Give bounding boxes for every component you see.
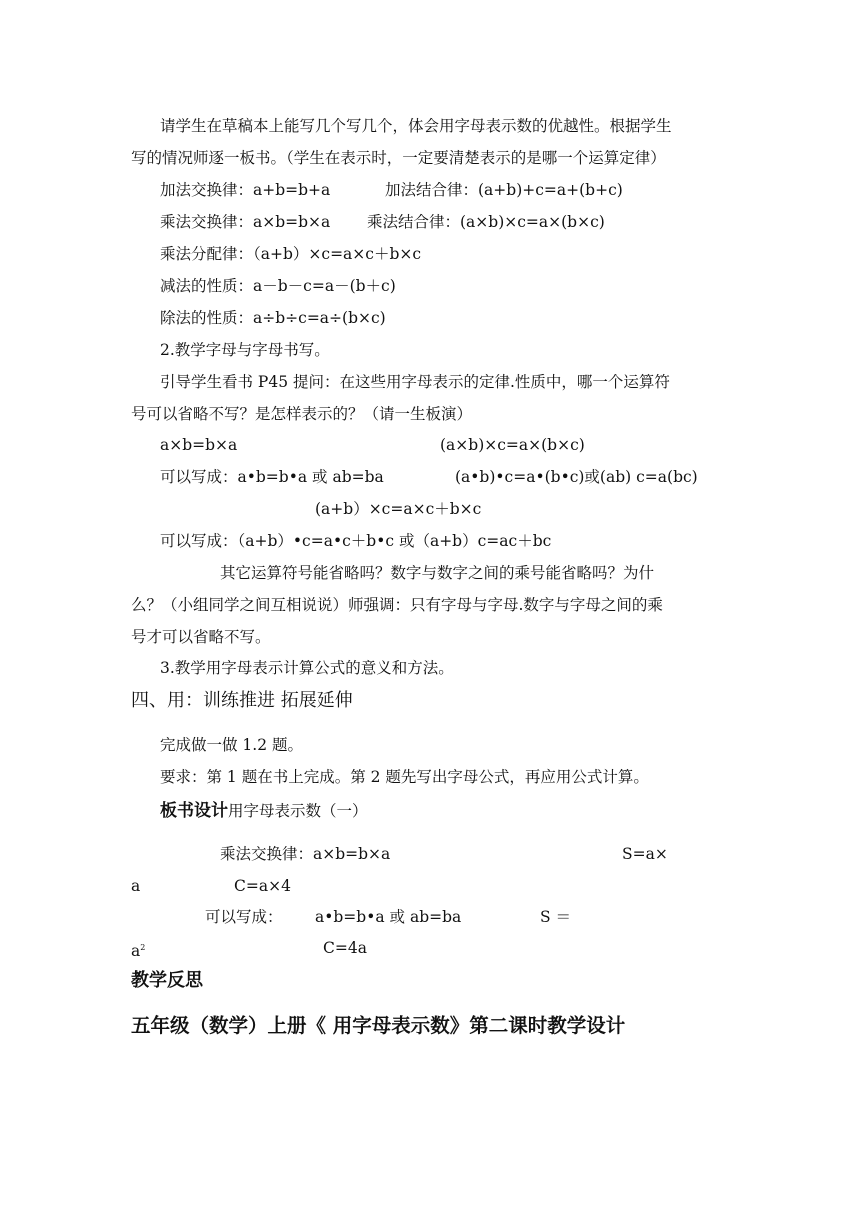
para-line: 号才可以省略不写。: [131, 628, 271, 646]
para-line: 么？（小组同学之间互相说说）师强调：只有字母与字母.数字与字母之间的乘: [131, 596, 663, 614]
para-line: 写的情况师逐一板书。（学生在表示时，一定要清楚表示的是哪一个运算定律）: [131, 149, 666, 167]
board-line: 可以写成：: [205, 908, 283, 926]
board-line: a: [131, 877, 141, 895]
law-mul-distributive: 乘法分配律：（a+b）×c=a×c＋b×c: [160, 245, 422, 263]
section-heading-text: 四、用：训练推进 拓展延伸: [131, 690, 353, 711]
example-formula: (a+b）×c=a×c＋b×c: [315, 500, 482, 518]
board-line: S=a×: [622, 845, 668, 863]
board-line: 乘法交换律：a×b=b×a: [220, 845, 391, 863]
example-formula: a×b=b×a: [160, 436, 238, 454]
board-line: C=a×4: [234, 877, 291, 895]
board-design-label: 板书设计: [160, 801, 228, 821]
example-formula: 可以写成：（a+b）•c=a•c＋b•c 或（a+b）c=ac＋bc: [160, 532, 552, 550]
para-line: 其它运算符号能省略吗？数字与数字之间的乘号能省略吗？为什: [220, 564, 655, 582]
law-subtraction-property: 减法的性质：a－b－c=a－(b＋c): [160, 277, 396, 295]
board-design-title: 用字母表示数（一）: [228, 802, 368, 820]
requirement-line: 要求：第 1 题在书上完成。第 2 题先写出字母公式，再应用公式计算。: [160, 768, 649, 786]
law-add-associative: 加法结合律：(a+b)+c=a+(b+c): [385, 181, 623, 199]
step-heading: 3.教学用字母表示计算公式的意义和方法。: [160, 659, 454, 677]
board-line: a•b=b•a 或 ab=ba: [315, 908, 462, 926]
para-line: 引导学生看书 P45 提问：在这些用字母表示的定律.性质中，哪一个运算符: [160, 373, 670, 391]
law-mul-commutative: 乘法交换律：a×b=b×a: [160, 213, 331, 231]
step-heading: 2.教学字母与字母书写。: [160, 341, 330, 359]
board-exponent: 2: [140, 943, 146, 952]
example-formula: (a•b)•c=a•(b•c)或(ab) c=a(bc): [455, 468, 698, 486]
law-division-property: 除法的性质：a÷b÷c=a÷(b×c): [160, 309, 386, 327]
task-line: 完成做一做 1.2 题。: [160, 736, 304, 754]
law-mul-associative: 乘法结合律：(a×b)×c=a×(b×c): [367, 213, 605, 231]
para-line: 号可以省略不写？是怎样表示的？（请一生板演）: [131, 405, 473, 423]
law-add-commutative: 加法交换律：a+b=b+a: [160, 181, 331, 199]
board-line: [131, 937, 145, 962]
example-formula: 可以写成：a•b=b•a 或 ab=ba: [160, 468, 384, 486]
reflection-heading: 教学反思: [131, 970, 203, 991]
board-line: S ＝: [540, 908, 572, 926]
para-line: 请学生在草稿本上能写几个写几个，体会用字母表示数的优越性。根据学生: [160, 117, 672, 135]
board-line: C=4a: [323, 939, 367, 957]
board-var: a: [131, 942, 141, 960]
example-formula: (a×b)×c=a×(b×c): [440, 436, 585, 454]
board-design-heading: [160, 798, 368, 824]
section-heading: [131, 688, 353, 714]
document-title: 五年级（数学）上册《 用字母表示数》第二课时教学设计: [131, 1014, 626, 1037]
